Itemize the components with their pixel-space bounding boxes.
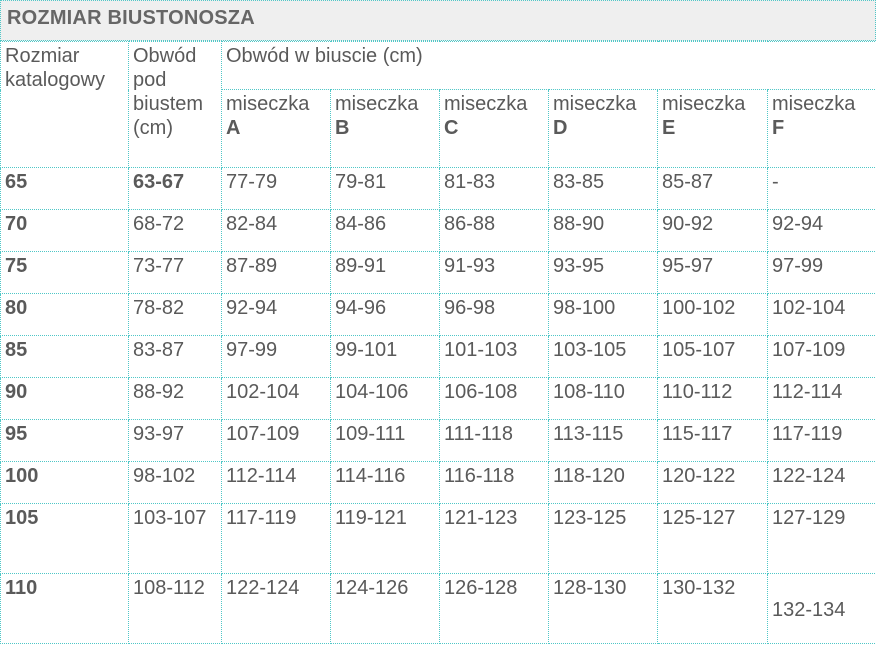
cup-letter: C [444,117,459,139]
header-cup-b [331,90,440,168]
table-row [1,462,876,504]
cell-cup-a: 102-104 [222,378,331,420]
cup-letter: D [553,117,568,139]
cup-letter: A [226,117,241,139]
header-cup-c [440,90,549,168]
cell-catalog-size: 65 [1,168,129,210]
cell-cup-b: 114-116 [331,462,440,504]
cell-cup-d: 128-130 [549,574,658,644]
cup-word: miseczka [553,93,637,115]
cell-catalog-size: 95 [1,420,129,462]
cell-cup-e: 120-122 [658,462,768,504]
cell-cup-f: - [768,168,876,210]
cell-cup-a: 117-119 [222,504,331,574]
cell-cup-d: 98-100 [549,294,658,336]
cell-cup-d: 113-115 [549,420,658,462]
header-cup-a [222,90,331,168]
cell-cup-e: 85-87 [658,168,768,210]
cell-cup-a: 107-109 [222,420,331,462]
cell-cup-a: 97-99 [222,336,331,378]
cell-underbust: 73-77 [129,252,222,294]
cell-catalog-size: 105 [1,504,129,574]
cell-catalog-size: 85 [1,336,129,378]
cell-cup-c: 91-93 [440,252,549,294]
cell-cup-d: 88-90 [549,210,658,252]
cell-catalog-size: 100 [1,462,129,504]
cell-catalog-size: 70 [1,210,129,252]
cell-cup-f: 107-109 [768,336,876,378]
cell-cup-e: 95-97 [658,252,768,294]
cell-cup-d: 83-85 [549,168,658,210]
cell-catalog-size: 110 [1,574,129,644]
cup-word: miseczka [772,93,856,115]
cell-cup-f: 122-124 [768,462,876,504]
cell-underbust: 83-87 [129,336,222,378]
cell-underbust: 108-112 [129,574,222,644]
header-bust: Obwód w biuscie (cm) [222,42,876,90]
cell-cup-c: 116-118 [440,462,549,504]
cell-cup-e: 105-107 [658,336,768,378]
cup-letter: B [335,117,350,139]
cell-underbust: 63-67 [129,168,222,210]
cell-cup-e: 110-112 [658,378,768,420]
table-row [1,574,876,644]
cup-letter: E [662,117,676,139]
cell-cup-a: 82-84 [222,210,331,252]
cell-cup-b: 124-126 [331,574,440,644]
cell-cup-f: 102-104 [768,294,876,336]
cell-cup-f: 117-119 [768,420,876,462]
cell-cup-c: 106-108 [440,378,549,420]
cell-underbust: 88-92 [129,378,222,420]
cell-cup-b: 89-91 [331,252,440,294]
table-row [1,420,876,462]
cell-cup-a: 92-94 [222,294,331,336]
table-row [1,168,876,210]
cell-cup-f: 132-134 [768,574,876,644]
header-cup-f [768,90,876,168]
cell-catalog-size: 90 [1,378,129,420]
cell-cup-c: 101-103 [440,336,549,378]
cell-cup-e: 130-132 [658,574,768,644]
cell-catalog-size: 75 [1,252,129,294]
cell-cup-d: 118-120 [549,462,658,504]
cell-cup-c: 86-88 [440,210,549,252]
cell-cup-e: 100-102 [658,294,768,336]
cell-cup-b: 119-121 [331,504,440,574]
cell-cup-e: 90-92 [658,210,768,252]
size-table [0,41,876,644]
cell-cup-f: 112-114 [768,378,876,420]
cell-cup-a: 122-124 [222,574,331,644]
cell-cup-b: 99-101 [331,336,440,378]
cell-cup-d: 123-125 [549,504,658,574]
table-row [1,252,876,294]
cell-cup-c: 111-118 [440,420,549,462]
cell-cup-a: 87-89 [222,252,331,294]
table-row [1,210,876,252]
table-row [1,336,876,378]
header-underbust: Obwód pod biustem (cm) [129,42,222,168]
cell-cup-b: 94-96 [331,294,440,336]
cell-cup-e: 115-117 [658,420,768,462]
cell-cup-c: 126-128 [440,574,549,644]
table-row [1,294,876,336]
cell-underbust: 103-107 [129,504,222,574]
cell-cup-f: 127-129 [768,504,876,574]
cell-cup-d: 103-105 [549,336,658,378]
cell-cup-b: 84-86 [331,210,440,252]
chart-title: ROZMIAR BIUSTONOSZA [0,0,876,41]
cup-word: miseczka [226,93,310,115]
cell-cup-f: 97-99 [768,252,876,294]
cup-word: miseczka [444,93,528,115]
cup-word: miseczka [335,93,419,115]
cell-cup-a: 77-79 [222,168,331,210]
cup-word: miseczka [662,93,746,115]
header-cup-e [658,90,768,168]
cell-cup-c: 96-98 [440,294,549,336]
cell-cup-d: 108-110 [549,378,658,420]
cell-cup-b: 104-106 [331,378,440,420]
cell-cup-c: 81-83 [440,168,549,210]
cell-cup-d: 93-95 [549,252,658,294]
header-catalog-size: Rozmiar katalogowy [1,42,129,168]
cell-cup-b: 109-111 [331,420,440,462]
header-cup-d [549,90,658,168]
cell-underbust: 68-72 [129,210,222,252]
cell-cup-b: 79-81 [331,168,440,210]
cell-underbust: 78-82 [129,294,222,336]
table-row [1,504,876,574]
cell-catalog-size: 80 [1,294,129,336]
cell-cup-f: 92-94 [768,210,876,252]
cell-cup-c: 121-123 [440,504,549,574]
cup-letter: F [772,117,785,139]
cell-underbust: 93-97 [129,420,222,462]
cell-underbust: 98-102 [129,462,222,504]
cell-cup-a: 112-114 [222,462,331,504]
table-row [1,378,876,420]
cell-cup-e: 125-127 [658,504,768,574]
